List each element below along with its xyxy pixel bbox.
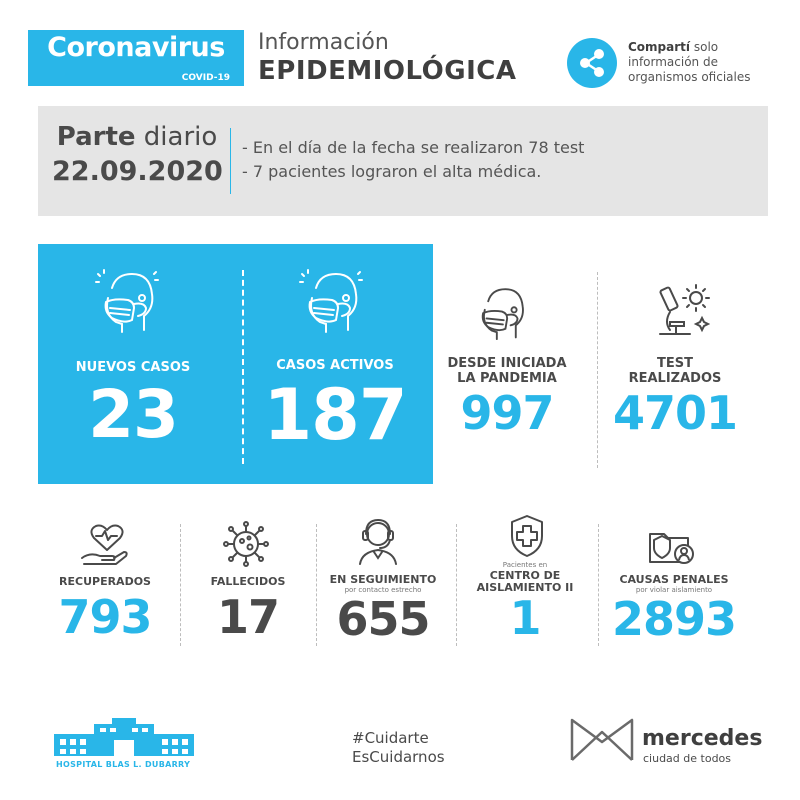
daily-report-box	[38, 106, 768, 216]
divider	[598, 524, 599, 646]
stat-sublabel: por contacto estrecho	[344, 586, 422, 594]
stat-sublabel: por violar aislamiento	[635, 586, 713, 594]
microscope-icon	[650, 282, 710, 344]
stat-tests	[600, 356, 750, 440]
report-title	[52, 122, 222, 152]
report-note: - 7 pacientes lograron el alta médica.	[242, 162, 542, 181]
stat-prelabel: Pacientes en	[502, 561, 548, 569]
stat-value: 997	[460, 386, 554, 440]
face-mask-icon	[472, 284, 532, 346]
headset-icon	[354, 516, 402, 566]
report-title-bold: Parte	[56, 122, 136, 152]
stat-label: CAUSAS PENALES	[619, 573, 729, 586]
share-line3: organismos oficiales	[628, 70, 751, 84]
report-date: 22.09.2020	[52, 156, 223, 187]
divider	[456, 524, 457, 646]
badge-subtitle: COVID-19	[181, 73, 230, 83]
stat-recovered	[40, 574, 170, 643]
header-info-line1: Información	[258, 30, 389, 55]
stat-value: 23	[88, 376, 178, 453]
stat-label: REALIZADOS	[628, 371, 722, 386]
share-notice	[628, 40, 750, 85]
stat-label: TEST	[657, 356, 693, 371]
medical-shield-icon	[508, 514, 546, 558]
stat-value: 4701	[612, 386, 738, 440]
highlight-divider	[242, 270, 244, 464]
virus-icon	[220, 518, 272, 570]
stat-isolation-center	[460, 561, 590, 645]
share-icon	[567, 38, 617, 88]
stat-deceased	[188, 574, 308, 643]
share-rest: solo	[693, 40, 719, 54]
report-divider	[230, 128, 231, 194]
stat-label: CENTRO DE	[489, 569, 561, 582]
hashtag-line2: EsCuidarnos	[352, 748, 445, 766]
stat-new-cases	[48, 360, 218, 453]
stat-value: 187	[263, 374, 407, 456]
hashtag-line1: #Cuidarte	[352, 729, 429, 747]
report-notes	[242, 136, 584, 184]
legal-folder-icon	[648, 526, 696, 568]
stat-label: NUEVOS CASOS	[75, 360, 191, 375]
badge-title: Coronavirus	[47, 32, 225, 63]
stat-criminal-cases	[602, 573, 746, 646]
hospital-name: HOSPITAL BLAS L. DUBARRY	[56, 760, 191, 769]
city-name: mercedes	[642, 726, 763, 751]
stat-active-cases	[250, 358, 420, 455]
stat-label: LA PANDEMIA	[457, 371, 557, 386]
report-note: - En el día de la fecha se realizaron 78 test	[242, 138, 585, 157]
heart-hand-icon	[80, 520, 134, 566]
stat-label: FALLECIDOS	[210, 575, 286, 588]
stat-value: 1	[509, 591, 541, 645]
stat-label: RECUPERADOS	[59, 575, 151, 588]
city-tagline: ciudad de todos	[643, 752, 732, 765]
stat-label: AISLAMIENTO II	[476, 581, 574, 594]
stat-follow-up	[318, 573, 448, 646]
divider	[597, 272, 598, 468]
share-bold: Compartí	[628, 40, 691, 54]
stat-value: 793	[58, 590, 152, 644]
coronavirus-badge	[28, 30, 244, 86]
report-title-rest: diario	[143, 122, 218, 152]
share-line2: información de	[628, 55, 718, 69]
header-info-line2: EPIDEMIOLÓGICA	[258, 56, 517, 86]
stat-value: 2893	[611, 592, 737, 646]
hospital-logo	[54, 716, 194, 758]
face-mask-icon	[94, 268, 162, 340]
hashtag	[352, 729, 445, 767]
stat-value: 655	[336, 592, 430, 646]
stat-since-pandemic	[432, 356, 582, 440]
mercedes-logo-icon	[568, 712, 636, 764]
stat-value: 17	[216, 590, 279, 644]
stat-label: DESDE INICIADA	[447, 356, 567, 371]
divider	[316, 524, 317, 646]
stat-label: CASOS ACTIVOS	[276, 358, 394, 373]
stat-label: EN SEGUIMIENTO	[329, 573, 437, 586]
divider	[180, 524, 181, 646]
face-mask-icon	[298, 268, 366, 340]
